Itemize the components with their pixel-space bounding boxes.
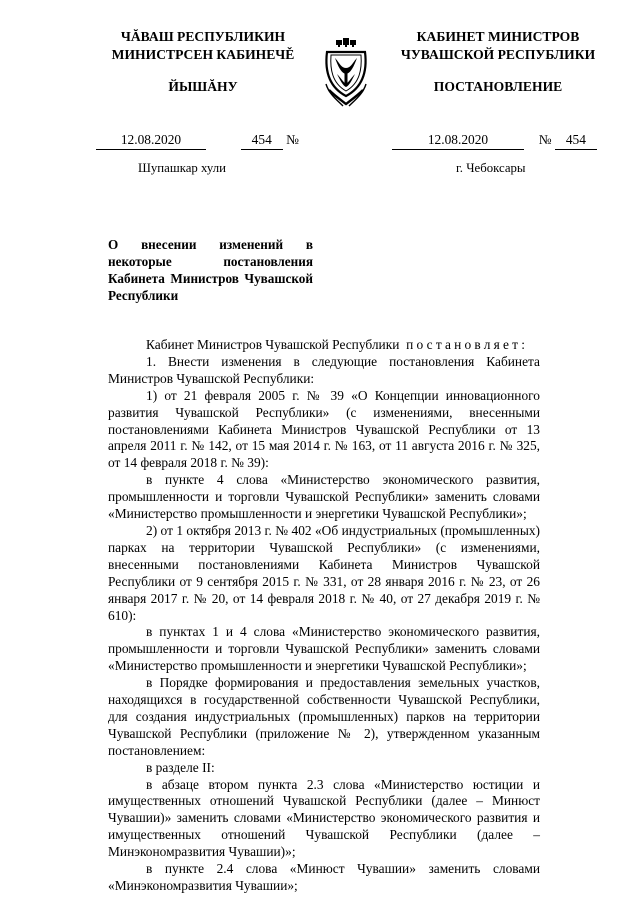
- body-paragraph: 1) от 21 февраля 2005 г. № 39 «О Концепции инновационного развития Чувашской Республики» (с изменениями, внесенными постановлениями Кабинета Министров Чувашской Республики от 13 апреля 2011 г. № 142, от 15 мая 2014 г. № 163, от 11 августа 2016 г. № 325, от 14 февраля 2018 г. № 39):: [108, 387, 540, 471]
- header-left-line2: МИНИСТРСЕН КАБИНЕЧĚ: [111, 47, 295, 62]
- coat-of-arms-icon: [321, 38, 371, 108]
- header-right-line2: ЧУВАШСКОЙ РЕСПУБЛИКИ: [400, 47, 596, 62]
- header-right-line1: КАБИНЕТ МИНИСТРОВ: [416, 29, 580, 44]
- right-date: 12.08.2020: [392, 132, 524, 150]
- left-number: 454: [241, 132, 283, 150]
- intro-text: Кабинет Министров Чувашской Республики: [146, 337, 400, 352]
- body-paragraph: в пунктах 1 и 4 слова «Министерство экономического развития, промышленности и торговли Чувашской Республики» заменить словами «Министерство промышленности и энергетики Чувашской Республики»;: [108, 624, 540, 674]
- header-left-doctype: ЙЫШĂНУ: [168, 79, 238, 94]
- body-paragraph: в пункте 4 слова «Министерство экономического развития, промышленности и торговли Чувашской Республики» заменить словами «Министерство промышленности и энергетики Чувашской Республики»;: [108, 472, 540, 522]
- city-right: г. Чебоксары: [456, 161, 526, 175]
- meta-left: [96, 132, 299, 150]
- body-paragraph: в Порядке формирования и предоставления земельных участков, находящихся в государственной собственности Чувашской Республики, для создания индустриальных (промышленных) парков на территории Чувашской Республики (приложение № 2), утвержденном указанным постановлением:: [108, 675, 540, 758]
- body-paragraph: в пункте 2.4 слова «Минюст Чувашии» заменить словами «Минэкономразвития Чувашии»;: [108, 861, 540, 893]
- document-body: [108, 337, 540, 895]
- intro-decree-word: постановляет:: [406, 337, 529, 352]
- header-left-line1: ЧĂВАШ РЕСПУБЛИКИН: [120, 29, 286, 44]
- header-right: [390, 28, 606, 96]
- header-right-doctype: ПОСТАНОВЛЕНИЕ: [433, 79, 563, 94]
- body-paragraph: в абзаце втором пункта 2.3 слова «Министерство юстиции и имущественных отношений Чувашской Республики (далее – Минюст Чувашии)» заменить словами «Министерство экономического развития и имущественных отношений Чувашской Республики (далее – Минэкономразвития Чувашии)»;: [108, 776, 540, 860]
- body-paragraph: 1. Внести изменения в следующие постановления Кабинета Министров Чувашской Республики:: [108, 353, 540, 386]
- meta-right: [392, 132, 597, 150]
- right-number-sign: №: [538, 132, 552, 147]
- right-number: 454: [555, 132, 597, 150]
- document-title: О внесении изменений в некоторые постановления Кабинета Министров Чувашской Республики: [108, 237, 313, 303]
- left-number-sign: №: [286, 132, 299, 147]
- body-paragraph: 2) от 1 октября 2013 г. № 402 «Об индустриальных (промышленных) парках на территории Чувашской Республики» (с изменениями, внесенными постановлениями Кабинета Министров Чувашской Республики от 9 сентября 2015 г. № 331, от 28 января 2016 г. № 23, от 26 января 2017 г. № 20, от 14 февраля 2018 г. № 40, от 27 декабря 2019 г. № 610):: [108, 522, 540, 623]
- intro-paragraph: [108, 337, 540, 354]
- body-paragraph: в разделе II:: [146, 759, 215, 775]
- left-date: 12.08.2020: [96, 132, 206, 150]
- header-left: [98, 28, 308, 96]
- city-left: Шупашкар хули: [138, 161, 226, 175]
